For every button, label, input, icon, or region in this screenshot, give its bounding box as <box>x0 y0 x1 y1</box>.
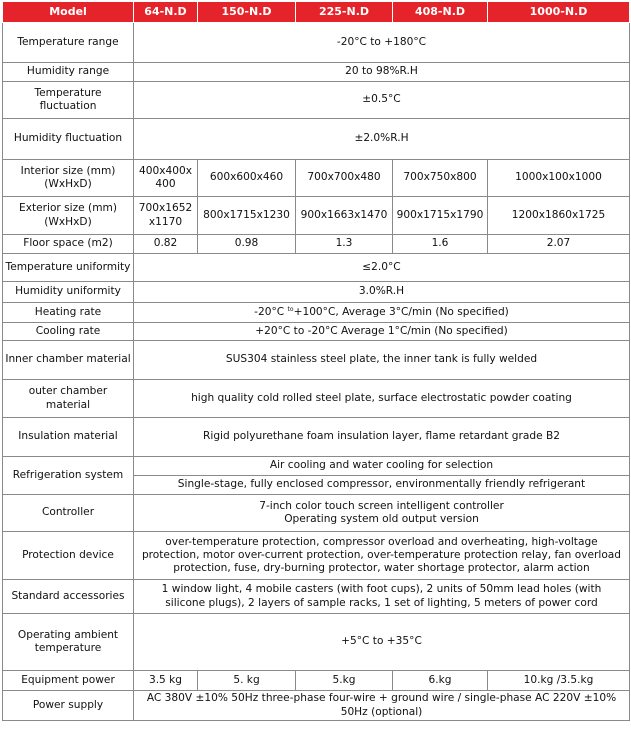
cell-1000nd: 1000x100x1000 <box>488 160 630 197</box>
row-value: over-temperature protection, compressor overload and overheating, high-voltage protection, motor over-current protection, over-temperature protection relay, fan overload protection, fuse, dry-burning protector, water shortage protector, alarm action <box>134 532 630 580</box>
row-label: Standard accessories <box>3 580 134 614</box>
spec-table <box>2 1 630 721</box>
row-value: high quality cold rolled steel plate, surface electrostatic powder coating <box>134 380 630 418</box>
heating-to: to <box>287 305 294 313</box>
table-row <box>3 23 630 63</box>
table-row <box>3 457 630 476</box>
table-row <box>3 418 630 457</box>
row-label: Temperature fluctuation <box>3 82 134 119</box>
row-label: Protection device <box>3 532 134 580</box>
row-label: Humidity fluctuation <box>3 119 134 160</box>
table-row <box>3 160 630 197</box>
table-row <box>3 303 630 323</box>
cell-150nd: 600x600x460 <box>198 160 296 197</box>
heating-end: +100°C, Average 3°C/min (No specified) <box>293 305 509 318</box>
header-64nd: 64-N.D <box>134 2 198 23</box>
row-value: ±0.5°C <box>134 82 630 119</box>
cell-64nd: 0.82 <box>134 235 198 254</box>
table-row <box>3 532 630 580</box>
controller-line-2: Operating system old output version <box>284 513 479 525</box>
table-row <box>3 119 630 160</box>
table-row <box>3 671 630 691</box>
cell-64nd: 700x1652x1170 <box>134 197 198 235</box>
table-row <box>3 341 630 380</box>
row-label: Operating ambient temperature <box>3 614 134 671</box>
table-row <box>3 197 630 235</box>
cell-1000nd: 1200x1860x1725 <box>488 197 630 235</box>
row-value: AC 380V ±10% 50Hz three-phase four-wire + ground wire / single-phase AC 220V ±10% 50Hz (optional) <box>134 691 630 721</box>
cell-64nd: 400x400x400 <box>134 160 198 197</box>
table-row <box>3 495 630 532</box>
row-label: Refrigeration system <box>3 457 134 495</box>
table-row <box>3 323 630 341</box>
row-label: Cooling rate <box>3 323 134 341</box>
row-label: Insulation material <box>3 418 134 457</box>
cell-408nd: 6.kg <box>393 671 488 691</box>
header-row <box>3 2 630 23</box>
table-row <box>3 82 630 119</box>
table-row <box>3 580 630 614</box>
cell-225nd: 5.kg <box>296 671 393 691</box>
row-value: 3.0%R.H <box>134 282 630 303</box>
row-label: Equipment power <box>3 671 134 691</box>
controller-line-1: 7-inch color touch screen intelligent controller <box>259 499 504 512</box>
cell-225nd: 1.3 <box>296 235 393 254</box>
cell-1000nd: 10.kg /3.5.kg <box>488 671 630 691</box>
table-row <box>3 254 630 282</box>
row-value: Rigid polyurethane foam insulation layer, flame retardant grade B2 <box>134 418 630 457</box>
table-row <box>3 691 630 721</box>
row-label: Heating rate <box>3 303 134 323</box>
header-model: Model <box>3 2 134 23</box>
row-value <box>134 303 630 323</box>
row-label: Humidity range <box>3 63 134 82</box>
row-label: Controller <box>3 495 134 532</box>
row-value: SUS304 stainless steel plate, the inner tank is fully welded <box>134 341 630 380</box>
row-value: +20°C to -20°C Average 1°C/min (No specified) <box>134 323 630 341</box>
row-label: Power supply <box>3 691 134 721</box>
row-value: Single-stage, fully enclosed compressor, environmentally friendly refrigerant <box>134 476 630 495</box>
heating-start: -20°C <box>254 305 288 318</box>
cell-64nd: 3.5 kg <box>134 671 198 691</box>
row-value <box>134 495 630 532</box>
table-row <box>3 282 630 303</box>
row-label: Interior size (mm) (WxHxD) <box>3 160 134 197</box>
row-label: Humidity uniformity <box>3 282 134 303</box>
cell-225nd: 900x1663x1470 <box>296 197 393 235</box>
cell-408nd: 700x750x800 <box>393 160 488 197</box>
row-label: Exterior size (mm) (WxHxD) <box>3 197 134 235</box>
row-label: Temperature uniformity <box>3 254 134 282</box>
row-value: Air cooling and water cooling for selection <box>134 457 630 476</box>
row-value: 20 to 98%R.H <box>134 63 630 82</box>
row-value: ±2.0%R.H <box>134 119 630 160</box>
table-row <box>3 380 630 418</box>
cell-408nd: 900x1715x1790 <box>393 197 488 235</box>
header-225nd: 225-N.D <box>296 2 393 23</box>
cell-150nd: 0.98 <box>198 235 296 254</box>
cell-150nd: 5. kg <box>198 671 296 691</box>
cell-1000nd: 2.07 <box>488 235 630 254</box>
header-1000nd: 1000-N.D <box>488 2 630 23</box>
row-value: 1 window light, 4 mobile casters (with foot cups), 2 units of 50mm lead holes (with silicone plugs), 2 layers of sample racks, 1 set of lighting, 5 meters of power cord <box>134 580 630 614</box>
row-value: +5°C to +35°C <box>134 614 630 671</box>
row-value: ≤2.0°C <box>134 254 630 282</box>
table-row <box>3 63 630 82</box>
cell-225nd: 700x700x480 <box>296 160 393 197</box>
row-label: Temperature range <box>3 23 134 63</box>
row-label: Inner chamber material <box>3 341 134 380</box>
header-408nd: 408-N.D <box>393 2 488 23</box>
cell-408nd: 1.6 <box>393 235 488 254</box>
cell-150nd: 800x1715x1230 <box>198 197 296 235</box>
row-label: Floor space (m2) <box>3 235 134 254</box>
row-label: outer chamber material <box>3 380 134 418</box>
header-150nd: 150-N.D <box>198 2 296 23</box>
table-row <box>3 235 630 254</box>
table-row <box>3 614 630 671</box>
row-value: -20°C to +180°C <box>134 23 630 63</box>
